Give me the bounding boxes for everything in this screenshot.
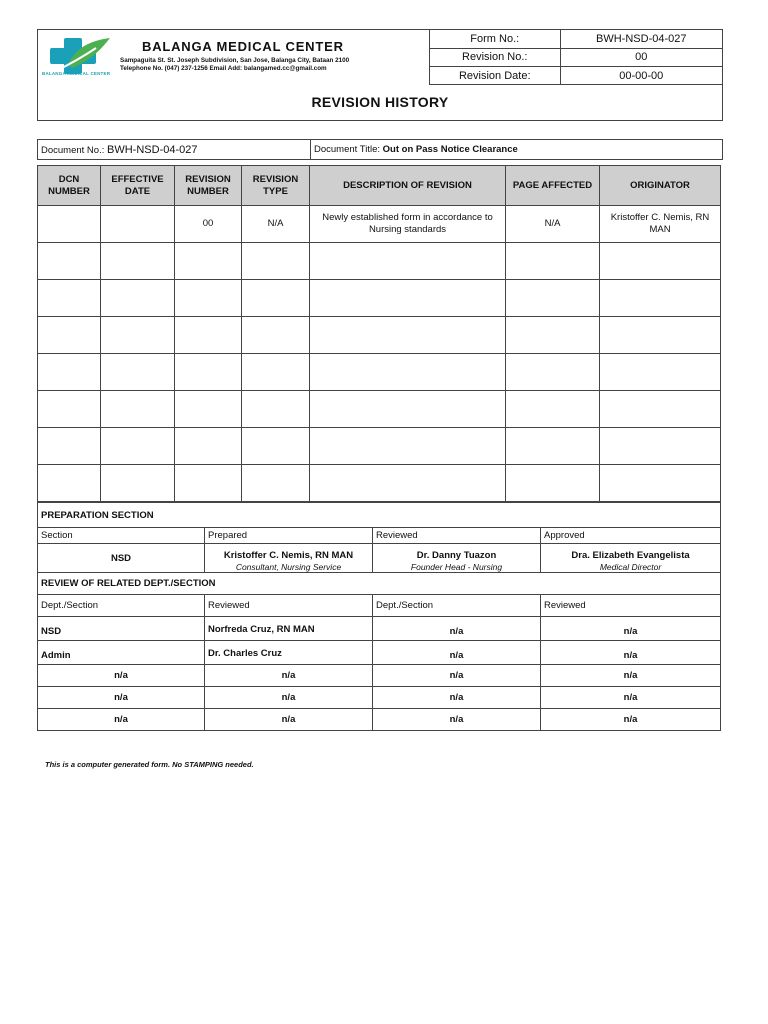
cell: N/A <box>242 206 310 243</box>
revision-table-header <box>38 166 721 206</box>
cell <box>38 280 101 317</box>
cell <box>242 428 310 465</box>
cell <box>310 317 506 354</box>
cell <box>38 317 101 354</box>
table-row <box>38 243 721 280</box>
label-dept-section: Dept./Section <box>373 595 541 617</box>
col-header-revision-number: REVISION NUMBER <box>175 166 242 206</box>
approved-signatory <box>541 544 721 573</box>
approved-name: Dra. Elizabeth Evangelista <box>571 550 690 561</box>
review-related-label-row <box>38 595 721 617</box>
table-row <box>38 465 721 502</box>
cell <box>600 465 721 502</box>
cell <box>175 243 242 280</box>
cell <box>101 354 175 391</box>
reviewed-name: Dr. Danny Tuazon <box>416 550 497 561</box>
table-row <box>38 687 721 709</box>
cell <box>101 465 175 502</box>
dept-cell: n/a <box>373 617 541 641</box>
reviewer-cell: n/a <box>205 687 373 709</box>
document-title-value: Out on Pass Notice Clearance <box>382 144 518 155</box>
col-header-originator: ORIGINATOR <box>600 166 721 206</box>
cell <box>242 391 310 428</box>
organization-name: BALANGA MEDICAL CENTER <box>142 39 344 54</box>
reviewed-signatory <box>373 544 541 573</box>
label-section: Section <box>38 528 205 544</box>
cell <box>175 428 242 465</box>
review-related-title: REVIEW OF RELATED DEPT./SECTION <box>38 573 721 595</box>
prepared-signatory <box>205 544 373 573</box>
col-header-revision-type: REVISION TYPE <box>242 166 310 206</box>
cell <box>38 206 101 243</box>
reviewer-cell: n/a <box>541 687 721 709</box>
reviewer-cell: n/a <box>541 617 721 641</box>
col-header-dcn: DCN NUMBER <box>38 166 101 206</box>
logo-caption: BALANGA MEDICAL CENTER <box>42 71 111 76</box>
address-line-1: Sampaguita St. St. Joseph Subdivision, San Jose, Balanga City, Bataan 2100 <box>120 57 350 64</box>
cell <box>506 280 600 317</box>
document-title-label: Document Title: <box>314 144 380 155</box>
preparation-table <box>37 502 721 731</box>
revision-table <box>37 165 721 502</box>
revision-no-row <box>430 48 722 66</box>
cell <box>310 465 506 502</box>
table-row <box>38 317 721 354</box>
prepared-name: Kristoffer C. Nemis, RN MAN <box>223 550 354 561</box>
cell <box>175 465 242 502</box>
preparation-signatory-row <box>38 544 721 573</box>
cell <box>101 280 175 317</box>
cell <box>600 243 721 280</box>
preparation-title-row <box>38 503 721 528</box>
cell <box>600 354 721 391</box>
cell <box>310 354 506 391</box>
cell <box>242 465 310 502</box>
address-line-2: Telephone No. (047) 237-1256 Email Add: balangamed.cc@gmail.com <box>120 65 327 72</box>
document-title-cell <box>311 140 723 160</box>
cell <box>242 317 310 354</box>
reviewed-title: Founder Head - Nursing <box>410 562 503 572</box>
label-reviewed: Reviewed <box>541 595 721 617</box>
revision-date-value: 00-00-00 <box>560 67 722 85</box>
col-header-description: DESCRIPTION OF REVISION <box>310 166 506 206</box>
cell: Kristoffer C. Nemis, RN MAN <box>600 206 721 243</box>
form-no-row <box>430 30 722 48</box>
reviewer-cell: Norfreda Cruz, RN MAN <box>205 617 373 641</box>
dept-cell: n/a <box>38 687 205 709</box>
reviewer-cell: n/a <box>205 665 373 687</box>
table-row <box>38 617 721 641</box>
preparation-section-title: PREPARATION SECTION <box>38 503 721 528</box>
form-no-label: Form No.: <box>430 30 560 48</box>
cell <box>38 243 101 280</box>
prepared-title: Consultant, Nursing Service <box>235 562 342 572</box>
preparation-label-row <box>38 528 721 544</box>
dept-cell: NSD <box>38 617 205 641</box>
cell <box>242 243 310 280</box>
reviewer-cell: n/a <box>541 709 721 731</box>
document-info-row <box>37 139 723 160</box>
cell <box>506 317 600 354</box>
table-row <box>38 709 721 731</box>
cell <box>101 391 175 428</box>
cell: 00 <box>175 206 242 243</box>
cell <box>310 391 506 428</box>
cell: N/A <box>506 206 600 243</box>
cell <box>506 428 600 465</box>
table-row <box>38 354 721 391</box>
cell <box>506 391 600 428</box>
cell <box>101 428 175 465</box>
label-prepared: Prepared <box>205 528 373 544</box>
dept-cell: n/a <box>373 687 541 709</box>
cell <box>310 428 506 465</box>
cell <box>175 317 242 354</box>
label-dept-section: Dept./Section <box>38 595 205 617</box>
cell <box>175 391 242 428</box>
organization-block <box>38 30 430 85</box>
reviewer-cell: n/a <box>541 641 721 665</box>
cell <box>600 391 721 428</box>
cell <box>101 206 175 243</box>
col-header-effective-date: EFFECTIVE DATE <box>101 166 175 206</box>
dept-cell: n/a <box>38 665 205 687</box>
cell <box>38 391 101 428</box>
cell <box>101 243 175 280</box>
cell <box>310 280 506 317</box>
col-header-page-affected: PAGE AFFECTED <box>506 166 600 206</box>
revision-no-label: Revision No.: <box>430 48 560 66</box>
document-no-label: Document No.: <box>41 144 105 156</box>
document-no-value: BWH-NSD-04-027 <box>107 143 198 156</box>
cell <box>506 243 600 280</box>
revision-date-row <box>430 67 722 85</box>
dept-cell: Admin <box>38 641 205 665</box>
page-title: REVISION HISTORY <box>311 94 449 110</box>
form-header <box>37 29 723 121</box>
cell <box>600 317 721 354</box>
cell <box>600 280 721 317</box>
cell <box>38 428 101 465</box>
cell <box>101 317 175 354</box>
footnote: This is a computer generated form. No STAMPING needed. <box>45 760 254 769</box>
form-meta-table <box>430 30 722 85</box>
document-no-cell <box>38 140 311 160</box>
cell <box>242 280 310 317</box>
table-row <box>38 641 721 665</box>
dept-cell: n/a <box>373 665 541 687</box>
cell <box>600 428 721 465</box>
cell: Newly established form in accordance to Nursing standards <box>310 206 506 243</box>
cell <box>506 465 600 502</box>
reviewer-cell: n/a <box>205 709 373 731</box>
cell <box>175 354 242 391</box>
section-value: NSD <box>38 544 205 573</box>
dept-cell: n/a <box>38 709 205 731</box>
cell <box>38 354 101 391</box>
approved-title: Medical Director <box>599 562 662 572</box>
revision-no-value: 00 <box>560 48 722 66</box>
label-approved: Approved <box>541 528 721 544</box>
cell <box>310 243 506 280</box>
cell <box>175 280 242 317</box>
cell <box>38 465 101 502</box>
dept-cell: n/a <box>373 709 541 731</box>
reviewer-cell: n/a <box>541 665 721 687</box>
label-reviewed: Reviewed <box>373 528 541 544</box>
table-row <box>38 206 721 243</box>
table-row <box>38 280 721 317</box>
reviewer-cell: Dr. Charles Cruz <box>205 641 373 665</box>
table-row <box>38 391 721 428</box>
table-row <box>38 665 721 687</box>
organization-address <box>120 57 349 73</box>
form-no-value: BWH-NSD-04-027 <box>560 30 722 48</box>
dept-cell: n/a <box>373 641 541 665</box>
cell <box>242 354 310 391</box>
label-reviewed: Reviewed <box>205 595 373 617</box>
revision-date-label: Revision Date: <box>430 67 560 85</box>
review-related-title-row <box>38 573 721 595</box>
cell <box>506 354 600 391</box>
table-row <box>38 428 721 465</box>
